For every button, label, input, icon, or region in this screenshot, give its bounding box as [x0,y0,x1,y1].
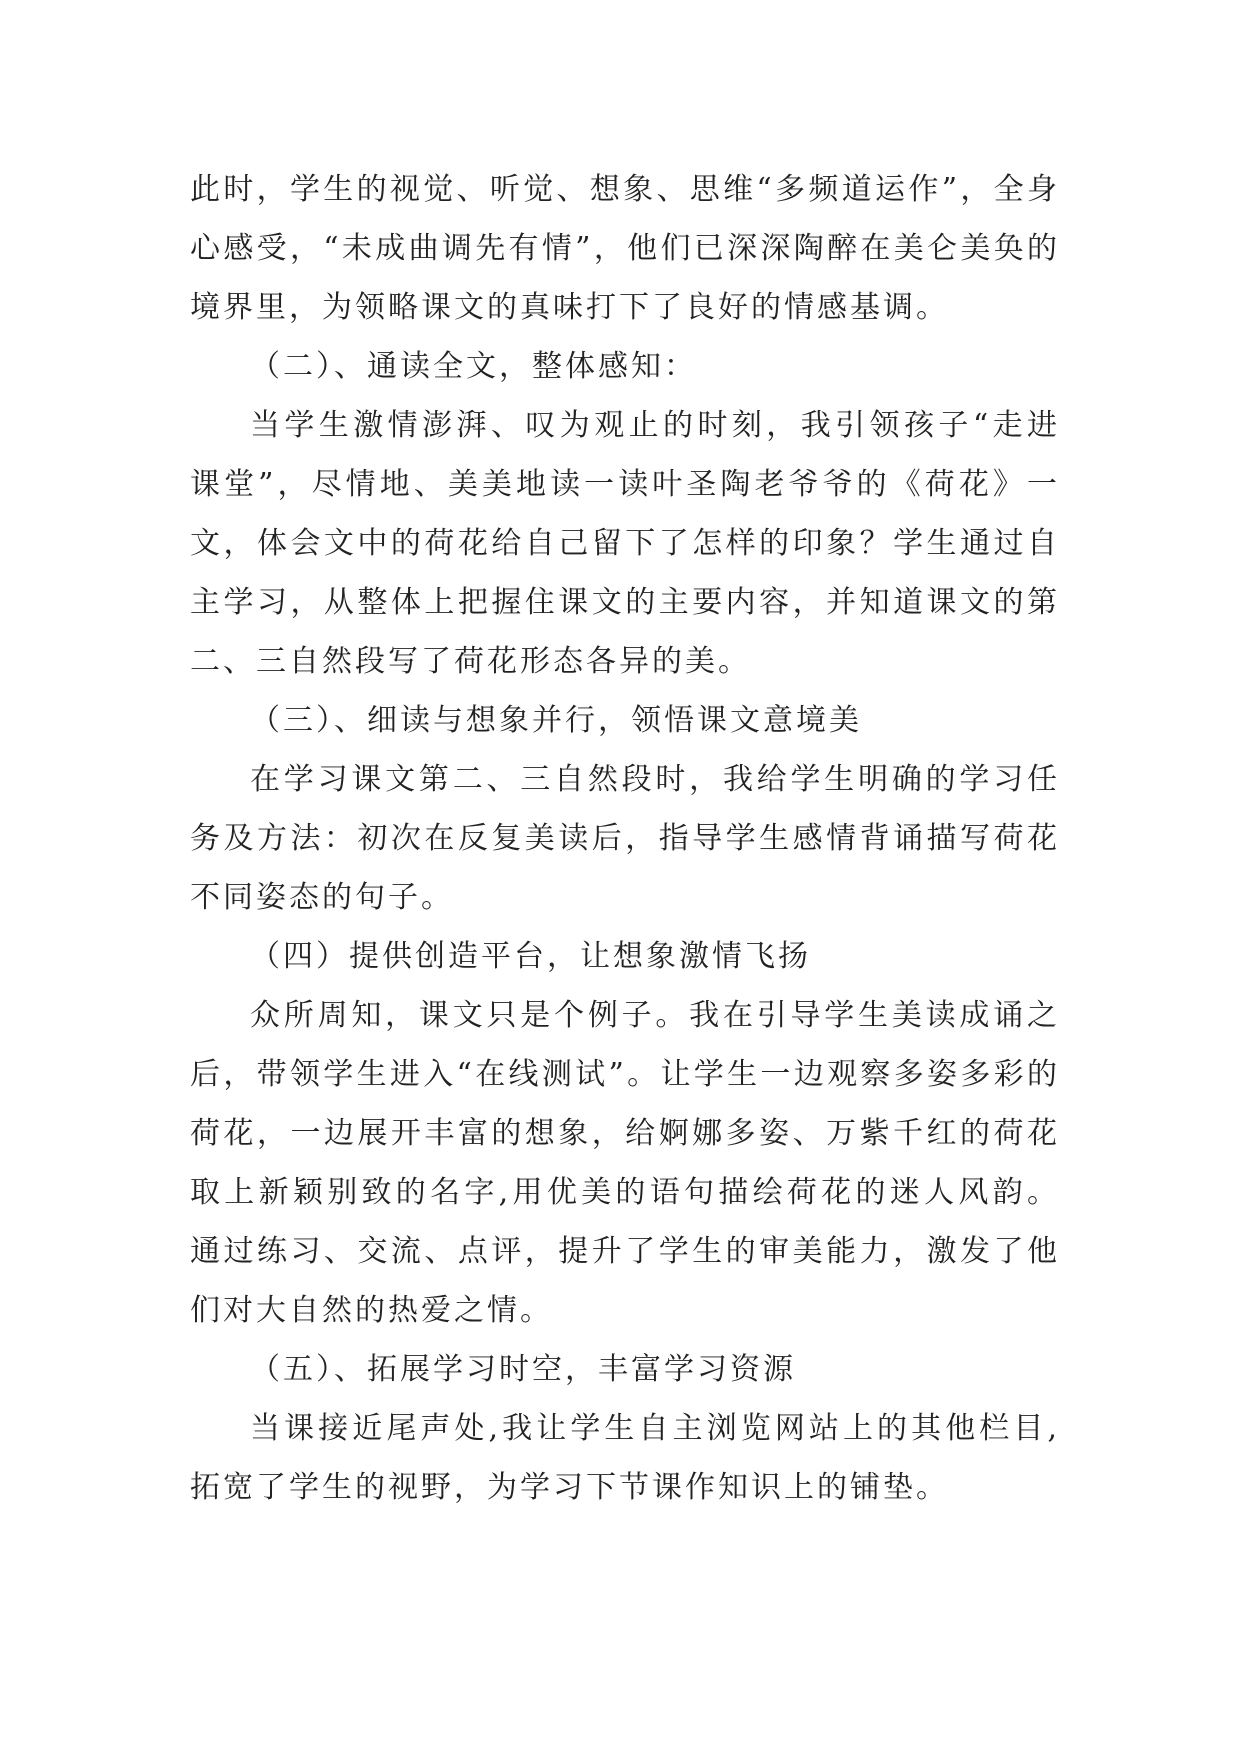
section-heading-5: （五）、拓展学习时空，丰富学习资源 [250,1352,796,1387]
paragraph-2: 当学生激情澎湃、叹为观止的时刻，我引领孩子“走进课堂”，尽情地、美美地读一读叶圣陶老爷爷的《荷花》一文，体会文中的荷花给自己留下了怎样的印象？学生通过自主学习，从整体上把握住课文的主要内容，并知道课文的第二、三自然段写了荷花形态各异的美。 [190,408,1060,679]
paragraph-5: 当课接近尾声处,我让学生自主浏览网站上的其他栏目,拓宽了学生的视野，为学习下节课作知识上的铺垫。 [190,1411,1060,1505]
section-heading-2: （二）、通读全文，整体感知： [250,349,697,384]
section-heading-4: （四）提供创造平台，让想象激情飞扬 [250,939,811,974]
paragraph-1: 此时，学生的视觉、听觉、想象、思维“多频道运作”，全身心感受，“未成曲调先有情”，他们已深深陶醉在美仑美奂的境界里，为领略课文的真味打下了良好的情感基调。 [190,172,1060,325]
paragraph-4: 众所周知，课文只是个例子。我在引导学生美读成诵之后，带领学生进入“在线测试”。让学生一边观察多姿多彩的荷花，一边展开丰富的想象，给婀娜多姿、万紫千红的荷花取上新颖别致的名字,用优美的语句描绘荷花的迷人风韵。通过练习、交流、点评，提升了学生的审美能力，激发了他们对大自然的热爱之情。 [190,998,1060,1328]
document-body [190,160,1060,1517]
section-heading-3: （三）、细读与想象并行，领悟课文意境美 [250,703,862,738]
paragraph-3: 在学习课文第二、三自然段时，我给学生明确的学习任务及方法：初次在反复美读后，指导学生感情背诵描写荷花不同姿态的句子。 [190,762,1060,915]
